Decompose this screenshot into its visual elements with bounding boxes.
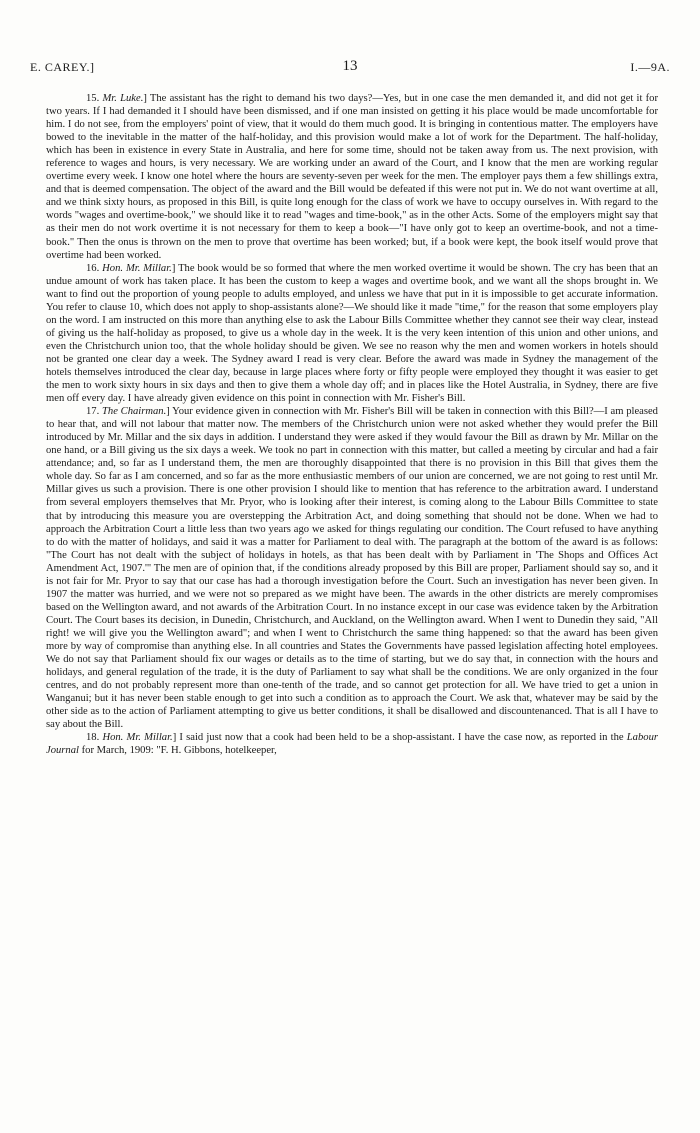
question-number: 18.	[86, 732, 100, 744]
speaker-name: The Chairman.	[102, 406, 167, 418]
paragraph-text: ] Your evidence given in connection with Mr. Fisher's Bill will be taken in connection with this Bill?—I am pleased to hear that, and will not labour that matter now. The members of the Christchurch union were not asked whether they would prefer the Bill introduced by Mr. Millar and the six days in addition. I understand they were asked if they would favour the Bill as drawn by Mr. Millar on the one hand, or a Bill giving us the six days a week. We took no part in connection with this matter, but called a meeting by circular and had a fair attendance; and, so far as I understand them, the men are thoroughly disappointed that there is no provision in this Bill that gives them the whole day. So far as I am concerned, and so far as the more enthusiastic members of our union are concerned, we are not going to rest until Mr. Millar gives us such a provision. There is one other provision I should like to mention that has reference to the arbitration award. I understand from several employers themselves that Mr. Pryor, who is looking after their interest, is coming along to the Labour Bills Committee to state that by introducing this measure you are overstepping the Arbitration Act, and doing something that should not be done. When we had to approach the Arbitration Court a little less than two years ago we asked for things regulating our condition. The Court refused to have anything to do with the matter of holidays, and said it was a matter for Parliament to deal with. The paragraph at the bottom of the award is as follows: "The Court has not dealt with the subject of holidays in hotels, as that has been dealt with by Parliament in 'The Shops and Offices Act Amendment Act, 1907.'" The men are of opinion that, if the conditions already proposed by this Bill are proper, Parliament should say so, and it is not fair for Mr. Pryor to say that our case has had a thorough investigation before the Court. Such an investigation has never been given. In 1907 the matter was hurried, and we were not so prepared as we might have been. The awards in the other districts are merely compromises based on the Wellington award, and not awards of the Arbitration Court. In no instance except in our case was evidence taken by the Arbitration Court. The Court bases its decision, in Dunedin, Christchurch, and Auckland, on the Wellington award. When I went to Dunedin they said, "All right! we will give you the Wellington award"; and when I went to Christchurch the same thing happened: so that the award has been given more by way of compromise than anything else. In all countries and States the Governments have passed legislation affecting hotel employees. We do not say that Parliament should fix our wages or details as to the time of starting, but we do say that, in connection with the hours and holidays, and general regulation of the trade, it is the duty of Parliament to say what shall be the conditions. We are only organized in the four centres, and do not probably represent more than one-tenth of the trade, and so cannot get protection for all. We have tried to get a union in Wanganui; but it has never been stable enough to get into such a condition as to approach the Court. We ask that, whatever may be said by the other side as to the action of Parliament attempting to give us better conditions, it shall be disallowed and discountenanced. That is all I have to say about the Bill.	[46, 406, 658, 731]
question-number: 17.	[86, 406, 100, 418]
page-header	[30, 60, 670, 80]
header-witness-name: E. CAREY.]	[30, 60, 95, 74]
page-number: 13	[342, 58, 358, 74]
header-paper-reference: I.—9A.	[630, 60, 670, 74]
question-number: 16.	[86, 262, 100, 274]
speaker-name: Mr. Luke.	[102, 93, 144, 104]
paragraph-15	[46, 92, 658, 262]
question-number: 15.	[86, 93, 100, 104]
journal-title: Labour Journal	[46, 732, 658, 757]
paragraph-text: ] I said just now that a cook had been held to be a shop-assistant. I have the case now, as reported in the	[172, 732, 627, 744]
paragraph-16	[46, 262, 658, 406]
paragraph-18	[46, 731, 658, 757]
paragraph-text: ] The assistant has the right to demand his two days?—Yes, but in one case the men demanded it, and did not get it for two years. If I had demanded it I should have been dismissed, and if one man insisted on getting it his place would be made uncomfortable for him. I do not see, from the employers' point of view, that it would do them much good. It is bringing in contentious matter. The employers have bowed to the inevitable in the matter of the half-holiday, and this provision would make a lot of work for the Department. The half-holiday, which has been in existence in every State in Australia, and here for some time, should not be taken away from us. The next provision, with reference to wages and hours, is very necessary. We are working under an award of the Court, and I know that the men are working regular overtime every week. I know one hotel where the hours are seventy-seven per week for the men. The employer pays them a few shillings extra, and that is deemed compensation. The object of the award and the Bill would be defeated if this were not put in. We do not want overtime at all, and we think sixty hours, as proposed in this Bill, is quite long enough for the class of work we have to occupy ourselves in. With regard to the words "wages and overtime-book," we should like it to read "wages and time-book," as in the other Acts. Some of the employers might say that as their men do not work overtime it is not necessary for them to keep a book—"I have only got to keep an overtime-book, and not a time-book." Then the onus is thrown on the men to prove that overtime has been worked; but, if a book were kept, the book itself would prove that overtime had been worked.	[46, 93, 659, 261]
page-body	[46, 92, 658, 757]
paragraph-17	[46, 405, 658, 731]
speaker-name: Hon. Mr. Millar.	[102, 262, 172, 274]
paragraph-text-tail: for March, 1909: "F. H. Gibbons, hotelkeeper,	[78, 745, 277, 757]
speaker-name: Hon. Mr. Millar.	[102, 732, 173, 744]
paragraph-text: ] The book would be so formed that where the men worked overtime it would be shown. The cry has been that an undue amount of work has taken place. It has been the custom to keep a wages and overtime book, and we want all the shops brought in. We want to find out the proportion of young people to adults employed, and unless we have that put in it is impossible to get accurate information. You refer to clause 10, which does not apply to shop-assistants alone?—We should like it made "time," for the reason that some employers play on the word. I am instructed on this more than anything else to ask the Labour Bills Committee whether they cannot see their way clear, instead of giving us the half-holiday as proposed, to give us a whole day in the week. It is the very keen intention of this union and other unions, and even the Christchurch union too, that the whole holiday should be given. We see no reason why the men and women workers in hotels should not be granted one clear day a week. The Sydney award I read is very clear. Before the award was made in Sydney the management of the hotels themselves introduced the clear day, because in large places where forty or fifty people were employed they thought it was easier to get the men to work sixty hours in six days and then to give them a whole day off; and in places like the Hotel Australia, in Sydney, there are five men off every day. I have already given evidence on this point in connection with Mr. Fisher's Bill.	[46, 262, 658, 405]
